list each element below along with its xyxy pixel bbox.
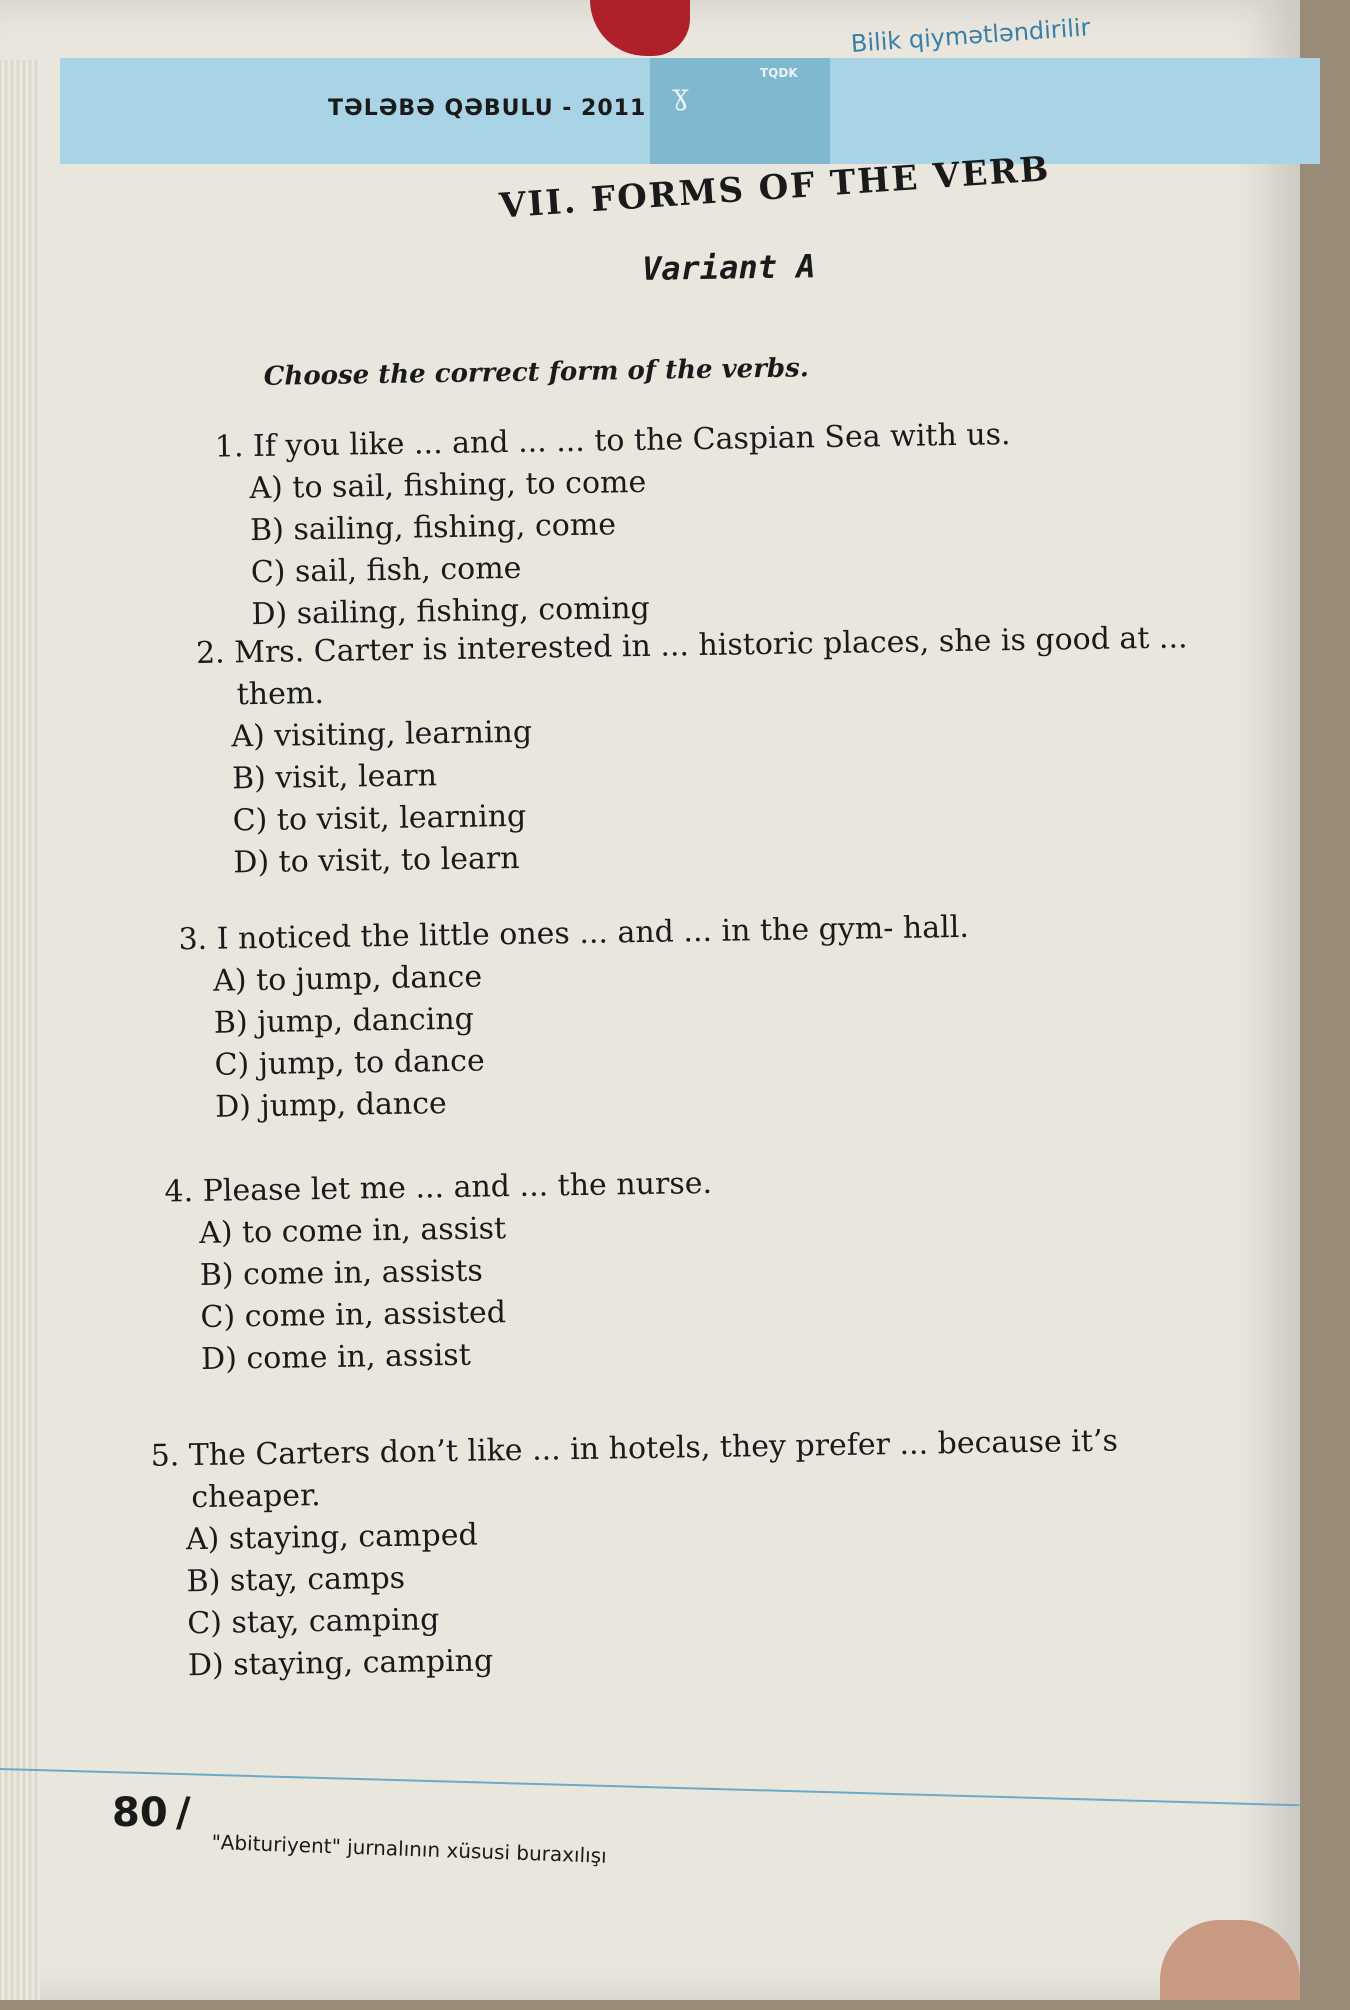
options-list — [231, 700, 1280, 884]
footer-journal-note: "Abituriyent" jurnalının xüsusi buraxılışı — [211, 1830, 608, 1868]
question-stem-continuation: cheaper. — [191, 1478, 321, 1516]
footer-separator: / — [176, 1790, 191, 1836]
question-1 — [215, 412, 1118, 636]
option-d: D) jump, dance — [214, 1086, 448, 1125]
option-d: D) staying, camping — [187, 1643, 494, 1684]
option-d: D) come in, assist — [200, 1337, 472, 1377]
options-list — [213, 946, 1162, 1129]
option-b: B) jump, dancing — [213, 1001, 475, 1041]
option-c: C) sail, fish, come — [250, 550, 522, 591]
header-title: TƏLƏBƏ QƏBULU - 2011 — [328, 96, 647, 121]
question-stem-continuation: them. — [236, 675, 325, 713]
option-b: B) come in, assists — [199, 1253, 484, 1293]
question-stem: 1. If you like ... and ... ... to the Caspian Sea with us. — [214, 417, 1011, 465]
logo-text: TQDK — [760, 66, 798, 80]
option-c: C) come in, assisted — [200, 1295, 507, 1335]
option-b: B) sailing, fishing, come — [249, 507, 617, 549]
option-a: A) visiting, learning — [231, 714, 533, 755]
section-title: VII. FORMS OF THE VERB — [498, 149, 1052, 227]
variant-heading: Variant A — [641, 247, 816, 288]
question-3 — [178, 904, 1161, 1129]
option-b: B) visit, learn — [231, 758, 438, 797]
header-tagline: Bilik qiymətləndirilir — [850, 13, 1092, 58]
options-list — [199, 1198, 1148, 1381]
option-d: D) to visit, to learn — [233, 840, 520, 881]
option-a: A) to jump, dance — [212, 959, 483, 999]
option-a: A) to sail, fishing, to come — [249, 464, 647, 507]
question-stem: 5. The Carters don’t like ... in hotels, they prefer ... because it’s — [150, 1423, 1119, 1474]
options-list — [186, 1502, 1295, 1687]
question-2 — [196, 616, 1280, 885]
options-list — [249, 454, 1118, 636]
option-a: A) staying, camped — [185, 1517, 478, 1558]
instruction-text: Choose the correct form of the verbs. — [263, 353, 810, 392]
option-c: C) jump, to dance — [214, 1043, 485, 1083]
option-c: C) to visit, learning — [232, 798, 527, 839]
question-5 — [150, 1418, 1294, 1688]
question-stem: 4. Please let me ... and ... the nurse. — [164, 1165, 713, 1210]
option-d: D) sailing, fishing, coming — [251, 590, 651, 633]
logo-emblem-icon: ɣ — [672, 78, 689, 111]
option-a: A) to come in, assist — [198, 1211, 507, 1251]
page-number: 80 — [112, 1790, 168, 1836]
option-b: B) stay, camps — [186, 1560, 406, 1600]
question-stem: 3. I noticed the little ones ... and ... in the gym- hall. — [178, 909, 970, 958]
option-c: C) stay, camping — [187, 1602, 440, 1642]
question-4 — [164, 1156, 1147, 1381]
question-stem: 2. Mrs. Carter is interested in ... historic places, she is good at ... — [195, 620, 1188, 671]
